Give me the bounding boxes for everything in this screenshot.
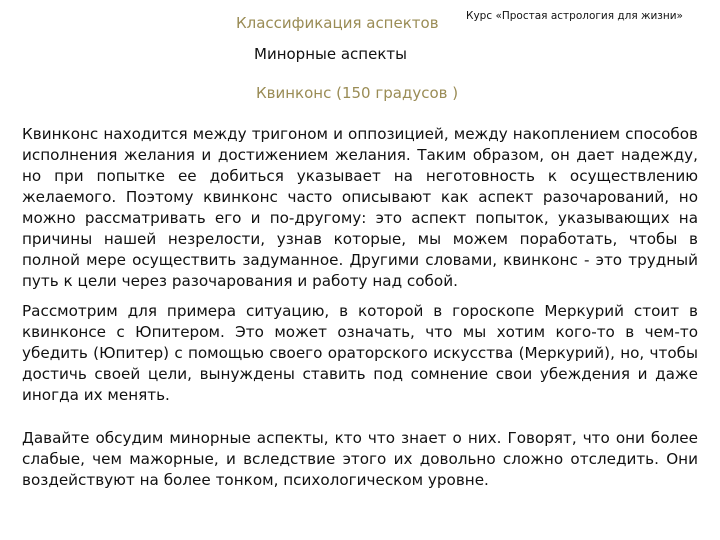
aspect-heading: Квинконс (150 градусов ) xyxy=(256,84,459,102)
course-label: Курс «Простая астрология для жизни» xyxy=(466,10,683,22)
paragraph-example: Рассмотрим для примера ситуацию, в которой в гороскопе Меркурий стоит в квинконсе с Юпитером. Это может означать, что мы хотим кого-то в чем-то убедить (Юпитер) с помощью своего ораторского искусства (Меркурий), но, чтобы достичь своей цели, вынуждены ставить под сомнение свои убеждения и даже иногда их менять. xyxy=(22,302,698,404)
paragraph-quincunx-definition: Квинконс находится между тригоном и оппозицией, между накоплением способов исполнения желания и достижением желания. Таким образом, он дает надежду, но при попытке ее добиться указывает на неготовность к осуществлению желаемого. Поэтому квинконс часто описывают как аспект разочарований, но можно рассматривать его и по-другому: это аспект попыток, указывающих на причины нашей незрелости, узнав которые, мы можем поработать, чтобы в полной мере осуществить задуманное. Другими словами, квинконс - это трудный путь к цели через разочарования и работу над собой. xyxy=(22,125,698,290)
page-title: Классификация аспектов xyxy=(236,14,439,32)
section-subtitle: Минорные аспекты xyxy=(254,45,407,63)
paragraph-discussion: Давайте обсудим минорные аспекты, кто что знает о них. Говорят, что они более слабые, чем мажорные, и вследствие этого их довольно сложно отследить. Они воздействуют на более тонком, психологическом уровне. xyxy=(22,429,698,489)
